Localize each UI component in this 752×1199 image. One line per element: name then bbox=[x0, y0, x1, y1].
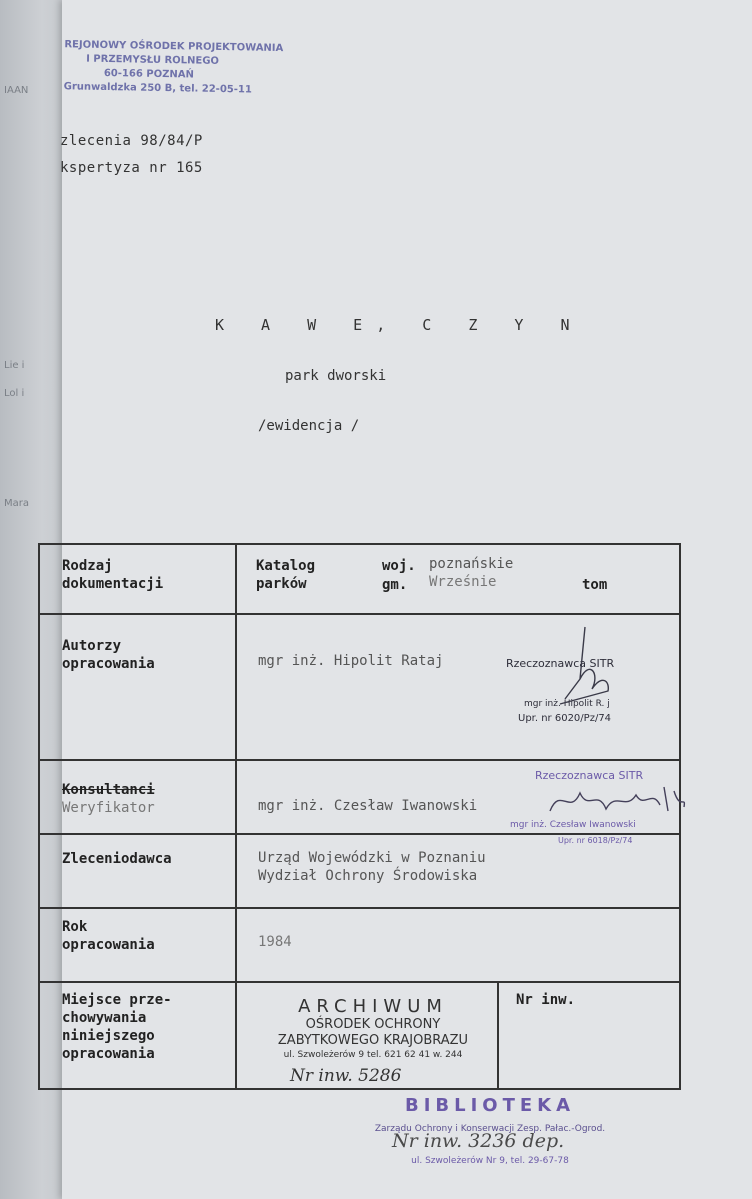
verifier-name: mgr inż. Czesław Iwanowski bbox=[258, 798, 478, 814]
document-subtitle: park dworski bbox=[285, 368, 387, 384]
author-name: mgr inż. Hipolit Rataj bbox=[258, 653, 444, 669]
storage-label bbox=[62, 991, 172, 1063]
label-line: Konsultanci bbox=[62, 782, 155, 798]
commune-value: Wrześnie bbox=[429, 574, 497, 590]
archive-stamp bbox=[262, 996, 484, 1062]
label-line: Weryfikator bbox=[62, 800, 155, 816]
expert-stamp-name: mgr inż. Hipolit R. j bbox=[524, 699, 610, 709]
label-line: opracowania bbox=[62, 1046, 155, 1062]
voivodeship-value: poznańskie bbox=[429, 556, 514, 572]
archive-address: ul. Szwoleżerów 9 tel. 621 62 41 w. 244 bbox=[283, 1050, 463, 1060]
library-address: ul. Szwoleżerów Nr 9, tel. 29-67-78 bbox=[411, 1156, 569, 1166]
client-label: Zleceniodawca bbox=[62, 851, 172, 867]
row-divider bbox=[40, 907, 679, 909]
verifier-signature bbox=[540, 781, 690, 821]
verifier-stamp-name: mgr inż. Czesław Iwanowski bbox=[510, 820, 636, 830]
row-divider bbox=[40, 981, 679, 983]
library-title: BIBLIOTEKA bbox=[404, 1095, 576, 1116]
archive-line: OŚRODEK OCHRONY bbox=[305, 1017, 441, 1032]
label-line: Rok bbox=[62, 919, 88, 935]
verifier-label bbox=[62, 781, 155, 817]
label-line: Miejsce prze- bbox=[62, 992, 172, 1008]
catalog-label bbox=[256, 557, 315, 593]
commune-label: gm. bbox=[382, 577, 408, 593]
ghost-text: Lie i bbox=[4, 360, 25, 371]
expert-stamp-license: Upr. nr 6020/Pz/74 bbox=[518, 713, 612, 724]
document-title: K A W E, C Z Y N bbox=[215, 316, 584, 334]
doc-type-label bbox=[62, 557, 163, 593]
stamp-line: REJONOWY OŚRODEK PROJEKTOWANIA bbox=[64, 39, 284, 55]
inventory-label: Nr inw. bbox=[516, 992, 576, 1008]
label-line: niniejszego bbox=[62, 1028, 155, 1044]
column-divider bbox=[235, 545, 237, 1088]
library-inventory-handwritten: Nr inw. 3236 dep. bbox=[392, 1130, 565, 1152]
value-line: Wydział Ochrony Środowiska bbox=[258, 868, 478, 884]
row-divider bbox=[40, 759, 679, 761]
ghost-text: IAAN bbox=[4, 85, 29, 96]
archive-inventory-handwritten: Nr inw. 5286 bbox=[290, 1066, 402, 1086]
archive-line: ZABYTKOWEGO KRAJOBRAZU bbox=[277, 1033, 469, 1048]
label-line: parków bbox=[256, 576, 307, 592]
voivodeship-label: woj. bbox=[382, 558, 416, 574]
expertise-number: kspertyza nr 165 bbox=[60, 160, 203, 176]
ghost-text: Lol i bbox=[4, 388, 25, 399]
client-value bbox=[258, 849, 486, 885]
column-divider bbox=[497, 981, 499, 1088]
ghost-text: Mara bbox=[4, 498, 29, 509]
expert-stamp-title: Rzeczoznawca SITR bbox=[506, 657, 615, 670]
stamp-line: Grunwaldzka 250 B, tel. 22-05-11 bbox=[63, 81, 252, 96]
label-line: Katalog bbox=[256, 558, 316, 574]
library-line: Zarządu Ochrony i Konserwacji Zesp. Pałac.-Ogrod. bbox=[374, 1124, 606, 1134]
label-line: Autorzy bbox=[62, 638, 122, 654]
authors-label bbox=[62, 637, 155, 673]
label-line: Rodzaj bbox=[62, 558, 113, 574]
label-line: opracowania bbox=[62, 656, 155, 672]
verifier-stamp-license: Upr. nr 6018/Pz/74 bbox=[558, 836, 633, 845]
label-line: dokumentacji bbox=[62, 576, 164, 592]
value-line: Urząd Wojewódzki w Poznaniu bbox=[258, 850, 486, 866]
stamp-line: 60-166 POZNAŃ bbox=[103, 67, 194, 81]
row-divider bbox=[40, 833, 679, 835]
document-type: /ewidencja / bbox=[258, 418, 360, 434]
archive-title: ARCHIWUM bbox=[298, 996, 448, 1017]
order-number: zlecenia 98/84/P bbox=[60, 133, 203, 149]
volume-label: tom bbox=[582, 577, 608, 593]
company-stamp bbox=[63, 38, 284, 97]
verifier-stamp-title: Rzeczoznawca SITR bbox=[535, 769, 644, 782]
label-line: chowywania bbox=[62, 1010, 147, 1026]
row-divider bbox=[40, 613, 679, 615]
year-label bbox=[62, 918, 155, 954]
stamp-line: I PRZEMYSŁU ROLNEGO bbox=[86, 53, 220, 67]
label-line: opracowania bbox=[62, 937, 155, 953]
author-signature bbox=[540, 619, 630, 709]
year-value: 1984 bbox=[258, 934, 292, 950]
